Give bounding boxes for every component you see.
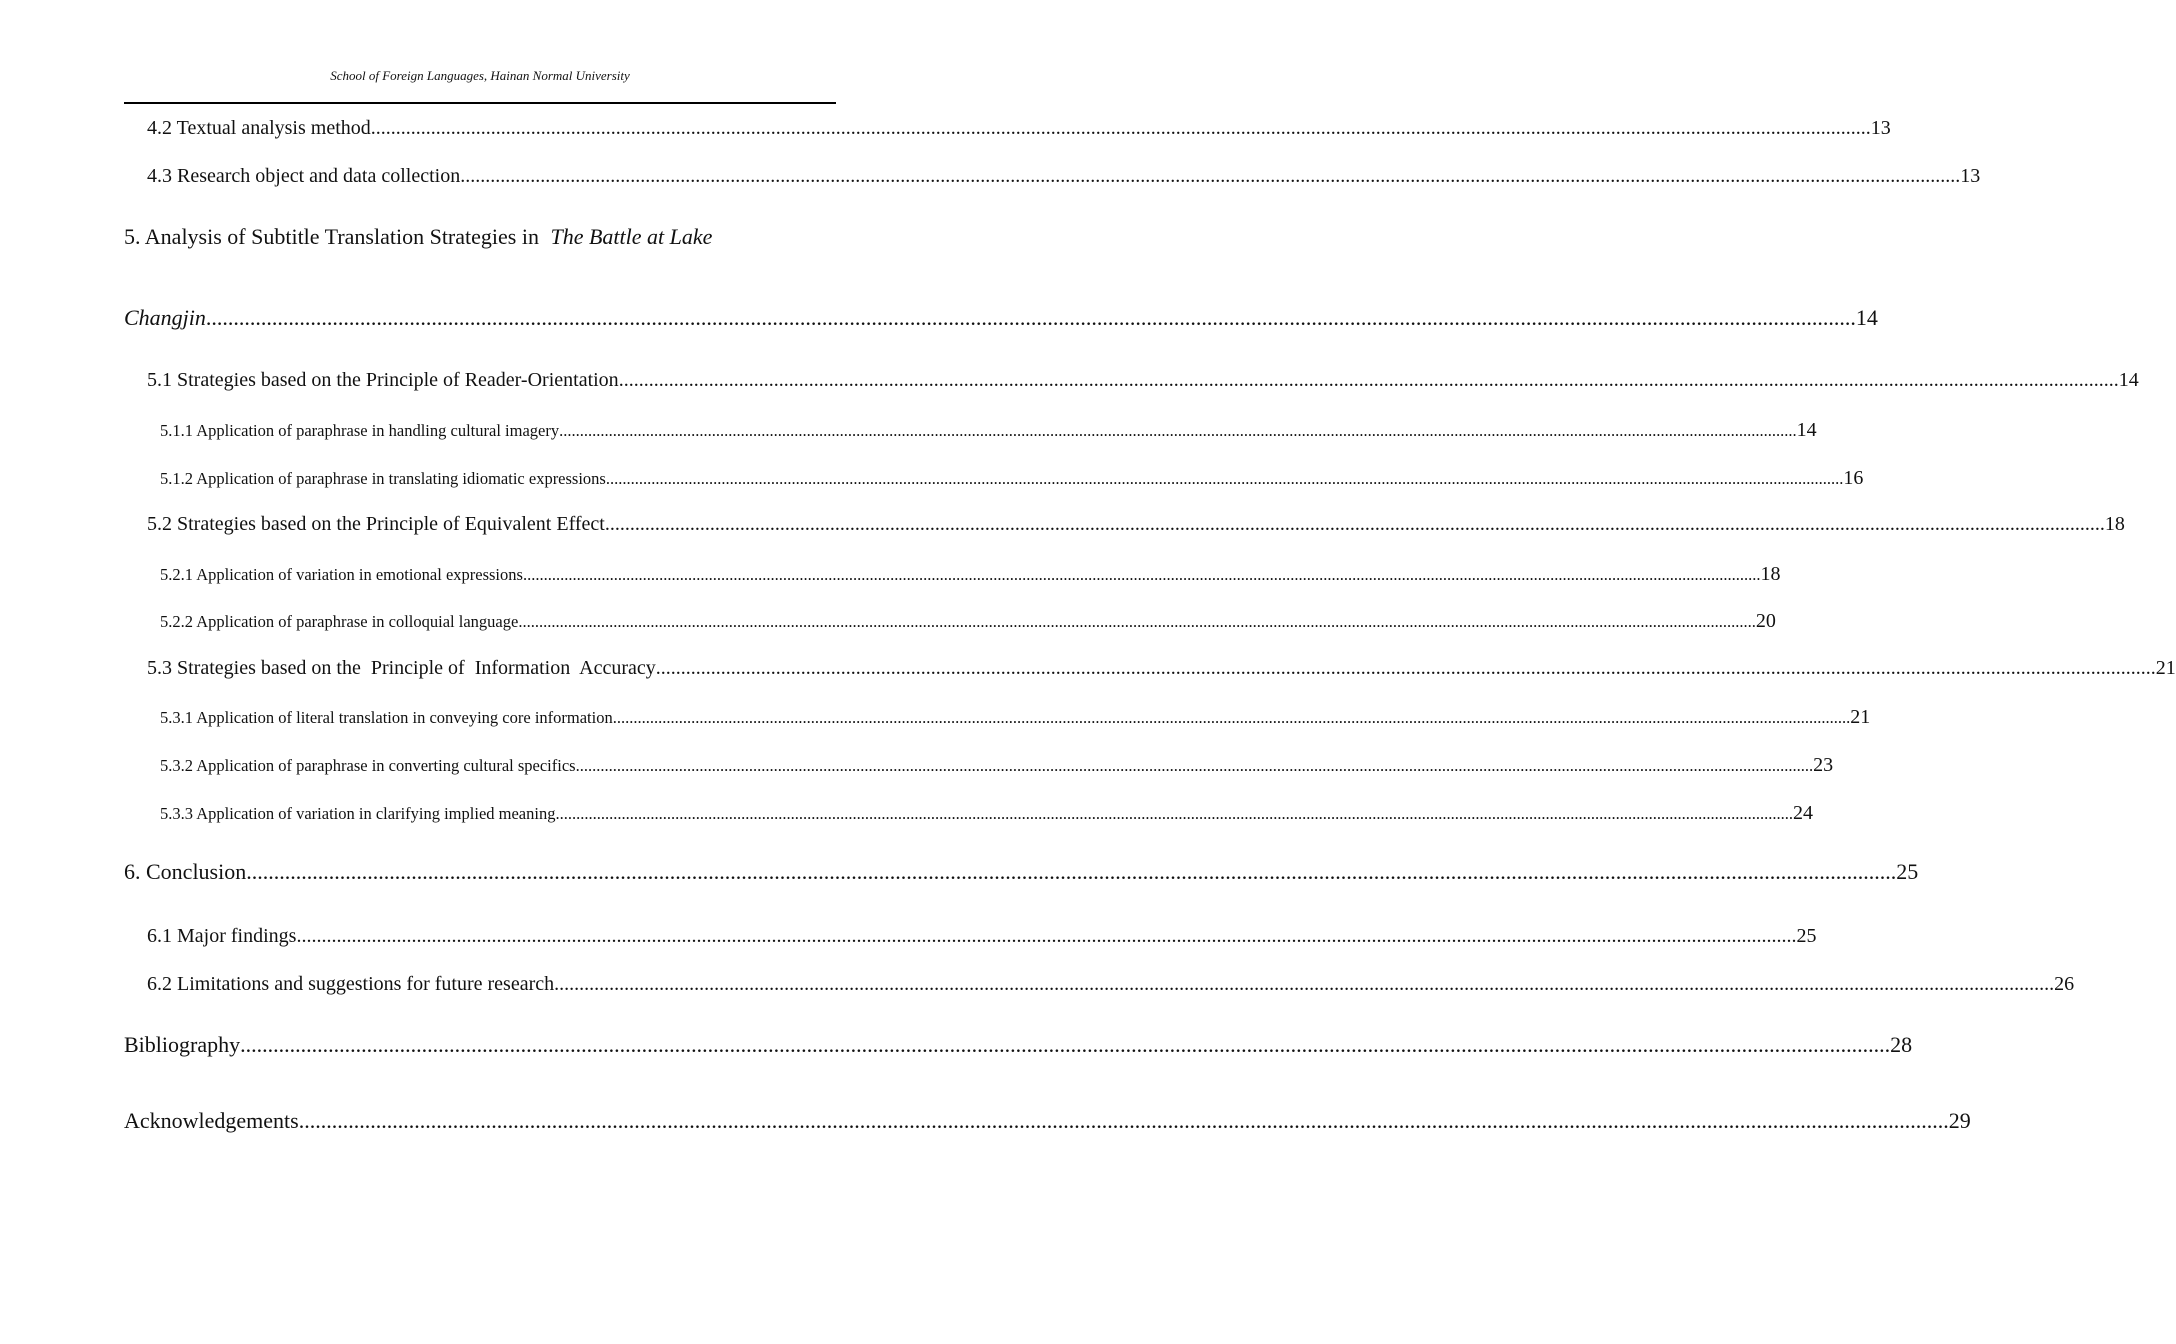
toc-page: 29 <box>1948 1108 1971 1133</box>
toc-page: 13 <box>1870 117 1891 139</box>
toc-page: 13 <box>1960 165 1981 187</box>
toc-page: 21 <box>2155 657 2176 679</box>
dot-leader: ............................................................................................................................................................................................................................................................................................................ <box>575 756 1814 775</box>
dot-leader: ............................................................................................................................................................................................................................................................................................................ <box>205 305 1856 330</box>
toc-entry-4-3[interactable] <box>147 165 1981 187</box>
toc-title: 4.3 Research object and data collection <box>147 165 461 187</box>
toc-page: 20 <box>1755 610 1776 632</box>
toc-page: 23 <box>1813 754 1834 776</box>
toc-page: 14 <box>1796 419 1817 441</box>
dot-leader: ............................................................................................................................................................................................................................................................................................................ <box>370 117 1871 139</box>
toc-title: 6.2 Limitations and suggestions for future research <box>147 973 555 995</box>
dot-leader: ............................................................................................................................................................................................................................................................................................................ <box>518 612 1756 631</box>
dot-leader: ............................................................................................................................................................................................................................................................................................................ <box>618 369 2119 391</box>
toc-entry-acknowledgements[interactable] <box>124 1108 1971 1133</box>
toc-entry-4-2[interactable] <box>147 117 1891 139</box>
toc-page: 25 <box>1896 859 1919 884</box>
toc-page: 16 <box>1843 467 1864 489</box>
toc-title: 6. Conclusion <box>124 859 247 884</box>
toc-entry-5[interactable] <box>124 305 1878 330</box>
dot-leader: ............................................................................................................................................................................................................................................................................................................ <box>460 165 1961 187</box>
toc-page: 18 <box>2104 513 2125 535</box>
toc-entry-5-3-2[interactable] <box>160 754 1834 776</box>
toc-page: 28 <box>1890 1032 1913 1057</box>
toc-title: 5. Analysis of Subtitle Translation Strategies in <box>124 224 545 249</box>
toc-entry-5-3-3[interactable] <box>160 802 1813 824</box>
toc-entry-5-title-line[interactable] <box>124 226 712 248</box>
toc-title: 5.3 Strategies based on the Principle of Information Accuracy <box>147 657 656 679</box>
toc-title: 5.2.2 Application of paraphrase in colloquial language <box>160 612 519 631</box>
toc-page: 18 <box>1760 563 1781 585</box>
toc-title-film: The Battle at Lake <box>550 224 713 249</box>
toc-title: 5.3.2 Application of paraphrase in converting cultural specifics <box>160 756 576 775</box>
toc-title: 5.1 Strategies based on the Principle of Reader-Orientation <box>147 369 619 391</box>
dot-leader: ............................................................................................................................................................................................................................................................................................................ <box>240 1032 1891 1057</box>
toc-entry-5-3[interactable] <box>147 657 2176 679</box>
toc-title: 5.1.2 Application of paraphrase in translating idiomatic expressions <box>160 469 606 488</box>
toc-title: 4.2 Textual analysis method <box>147 117 371 139</box>
dot-leader: ............................................................................................................................................................................................................................................................................................................ <box>298 1108 1949 1133</box>
toc-title: 5.2.1 Application of variation in emotional expressions <box>160 565 523 584</box>
dot-leader: ............................................................................................................................................................................................................................................................................................................ <box>246 859 1897 884</box>
dot-leader: ............................................................................................................................................................................................................................................................................................................ <box>612 708 1851 727</box>
dot-leader: ............................................................................................................................................................................................................................................................................................................ <box>605 469 1844 488</box>
toc-entry-6[interactable] <box>124 859 1919 884</box>
running-header: School of Foreign Languages, Hainan Normal University <box>330 68 630 83</box>
dot-leader: ............................................................................................................................................................................................................................................................................................................ <box>555 804 1793 823</box>
toc-title-film-cont: Changjin <box>124 305 206 330</box>
dot-leader: ............................................................................................................................................................................................................................................................................................................ <box>522 565 1761 584</box>
toc-title: 5.2 Strategies based on the Principle of Equivalent Effect <box>147 513 605 535</box>
dot-leader: ............................................................................................................................................................................................................................................................................................................ <box>559 421 1797 440</box>
toc-title: Bibliography <box>124 1032 241 1057</box>
toc-entry-5-1-2[interactable] <box>160 467 1864 489</box>
dot-leader: ............................................................................................................................................................................................................................................................................................................ <box>296 925 1797 947</box>
toc-entry-5-1[interactable] <box>147 369 2139 391</box>
dot-leader: ............................................................................................................................................................................................................................................................................................................ <box>604 513 2105 535</box>
toc-entry-6-1[interactable] <box>147 925 1817 947</box>
toc-title: 6.1 Major findings <box>147 925 297 947</box>
toc-entry-5-3-1[interactable] <box>160 706 1871 728</box>
toc-page: 14 <box>2118 369 2139 391</box>
toc-entry-bibliography[interactable] <box>124 1032 1913 1057</box>
dot-leader: ............................................................................................................................................................................................................................................................................................................ <box>554 973 2055 995</box>
toc-page: 14 <box>1855 305 1878 330</box>
toc-entry-5-1-1[interactable] <box>160 419 1817 441</box>
toc-entry-5-2[interactable] <box>147 513 2125 535</box>
toc-page: 21 <box>1850 706 1871 728</box>
toc-entry-6-2[interactable] <box>147 973 2075 995</box>
toc-entry-5-2-1[interactable] <box>160 563 1781 585</box>
toc-page: 24 <box>1792 802 1813 824</box>
toc-title: 5.3.3 Application of variation in clarifying implied meaning <box>160 804 556 823</box>
toc-page: 26 <box>2054 973 2075 995</box>
toc-title: 5.1.1 Application of paraphrase in handling cultural imagery <box>160 421 560 440</box>
dot-leader: ............................................................................................................................................................................................................................................................................................................ <box>655 657 2156 679</box>
toc-page: 25 <box>1796 925 1817 947</box>
toc-title: Acknowledgements <box>124 1108 299 1133</box>
toc-entry-5-2-2[interactable] <box>160 610 1776 632</box>
toc-title: 5.3.1 Application of literal translation in conveying core information <box>160 708 613 727</box>
